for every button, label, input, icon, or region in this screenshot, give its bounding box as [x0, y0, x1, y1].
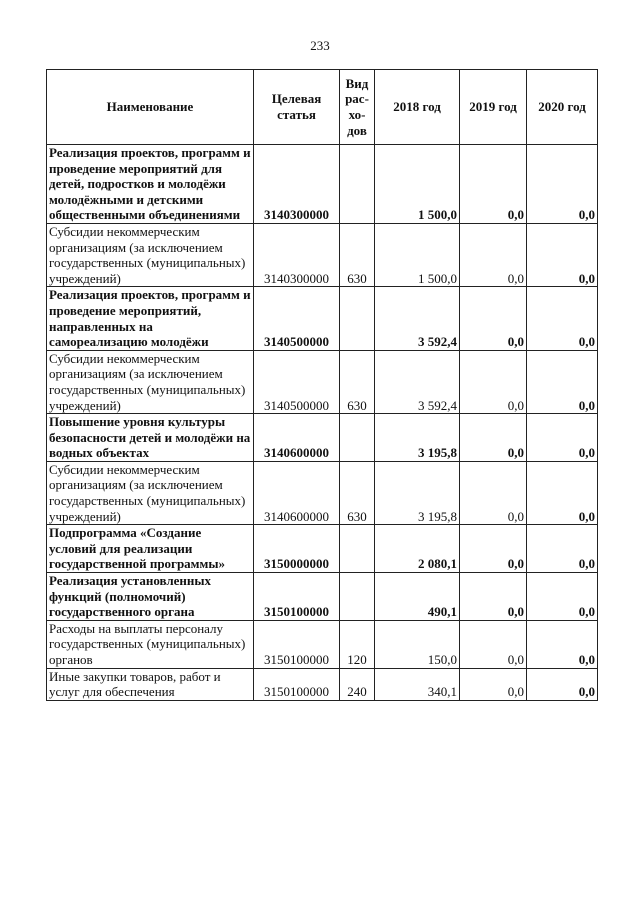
table-row — [47, 461, 598, 524]
row-expense-type-cell — [340, 145, 375, 224]
row-2018-cell: 3 592,4 — [375, 287, 460, 350]
header-2018: 2018 год — [375, 70, 460, 145]
row-target-article-cell: 3150100000 — [254, 620, 340, 668]
row-target-article-cell: 3140500000 — [254, 287, 340, 350]
header-target-article: Целевая статья — [254, 70, 340, 145]
row-name-cell: Иные закупки товаров, работ и услуг для обеспечения — [47, 668, 254, 700]
row-target-article-cell: 3150000000 — [254, 525, 340, 573]
row-2018-cell: 150,0 — [375, 620, 460, 668]
table-header-row — [47, 70, 598, 145]
row-2020-cell: 0,0 — [527, 573, 598, 621]
row-name-cell: Субсидии некоммерческим организациям (за исключением государственных (муниципальных) учреждений) — [47, 350, 254, 413]
header-expense-type: Вид рас-хо-дов — [340, 70, 375, 145]
row-target-article-cell: 3140500000 — [254, 350, 340, 413]
table-row — [47, 223, 598, 286]
row-expense-type-cell — [340, 525, 375, 573]
row-2019-cell: 0,0 — [460, 223, 527, 286]
row-expense-type-cell: 630 — [340, 223, 375, 286]
row-name-cell: Расходы на выплаты персоналу государственных (муниципальных) органов — [47, 620, 254, 668]
row-name-cell: Повышение уровня культуры безопасности детей и молодёжи на водных объектах — [47, 414, 254, 462]
budget-table — [46, 69, 598, 701]
row-target-article-cell: 3140300000 — [254, 145, 340, 224]
row-2019-cell: 0,0 — [460, 461, 527, 524]
table-row — [47, 350, 598, 413]
row-2020-cell: 0,0 — [527, 414, 598, 462]
row-target-article-cell: 3150100000 — [254, 668, 340, 700]
row-target-article-cell: 3140600000 — [254, 414, 340, 462]
row-expense-type-cell — [340, 414, 375, 462]
row-2020-cell: 0,0 — [527, 223, 598, 286]
row-target-article-cell: 3140300000 — [254, 223, 340, 286]
row-2019-cell: 0,0 — [460, 145, 527, 224]
row-2020-cell: 0,0 — [527, 668, 598, 700]
row-2018-cell: 1 500,0 — [375, 223, 460, 286]
row-name-cell: Субсидии некоммерческим организациям (за исключением государственных (муниципальных) учреждений) — [47, 223, 254, 286]
table-row — [47, 145, 598, 224]
row-2020-cell: 0,0 — [527, 287, 598, 350]
row-2020-cell: 0,0 — [527, 461, 598, 524]
row-2018-cell: 3 195,8 — [375, 414, 460, 462]
row-2019-cell: 0,0 — [460, 350, 527, 413]
row-2018-cell: 2 080,1 — [375, 525, 460, 573]
table-row — [47, 287, 598, 350]
row-name-cell: Реализация проектов, программ и проведение мероприятий, направленных на самореализацию молодёжи — [47, 287, 254, 350]
row-expense-type-cell: 120 — [340, 620, 375, 668]
row-2018-cell: 3 592,4 — [375, 350, 460, 413]
row-target-article-cell: 3140600000 — [254, 461, 340, 524]
row-expense-type-cell — [340, 573, 375, 621]
page-number: 233 — [310, 38, 330, 53]
row-2019-cell: 0,0 — [460, 620, 527, 668]
row-name-cell: Реализация проектов, программ и проведение мероприятий для детей, подростков и молодёжи молодёжными и детскими общественными объединениями — [47, 145, 254, 224]
table-row — [47, 620, 598, 668]
row-expense-type-cell: 240 — [340, 668, 375, 700]
row-2020-cell: 0,0 — [527, 620, 598, 668]
row-2018-cell: 490,1 — [375, 573, 460, 621]
table-row — [47, 525, 598, 573]
row-expense-type-cell: 630 — [340, 461, 375, 524]
row-2020-cell: 0,0 — [527, 350, 598, 413]
row-2018-cell: 1 500,0 — [375, 145, 460, 224]
header-name: Наименование — [47, 70, 254, 145]
table-row — [47, 573, 598, 621]
row-2018-cell: 3 195,8 — [375, 461, 460, 524]
row-2019-cell: 0,0 — [460, 525, 527, 573]
row-target-article-cell: 3150100000 — [254, 573, 340, 621]
row-name-cell: Подпрограмма «Создание условий для реализации государственной программы» — [47, 525, 254, 573]
header-2019: 2019 год — [460, 70, 527, 145]
row-2020-cell: 0,0 — [527, 525, 598, 573]
row-name-cell: Субсидии некоммерческим организациям (за исключением государственных (муниципальных) учреждений) — [47, 461, 254, 524]
row-2019-cell: 0,0 — [460, 668, 527, 700]
row-2019-cell: 0,0 — [460, 573, 527, 621]
row-2020-cell: 0,0 — [527, 145, 598, 224]
table-row — [47, 414, 598, 462]
row-expense-type-cell — [340, 287, 375, 350]
row-2019-cell: 0,0 — [460, 287, 527, 350]
row-2018-cell: 340,1 — [375, 668, 460, 700]
row-name-cell: Реализация установленных функций (полномочий) государственного органа — [47, 573, 254, 621]
table-row — [47, 668, 598, 700]
header-2020: 2020 год — [527, 70, 598, 145]
row-2019-cell: 0,0 — [460, 414, 527, 462]
row-expense-type-cell: 630 — [340, 350, 375, 413]
